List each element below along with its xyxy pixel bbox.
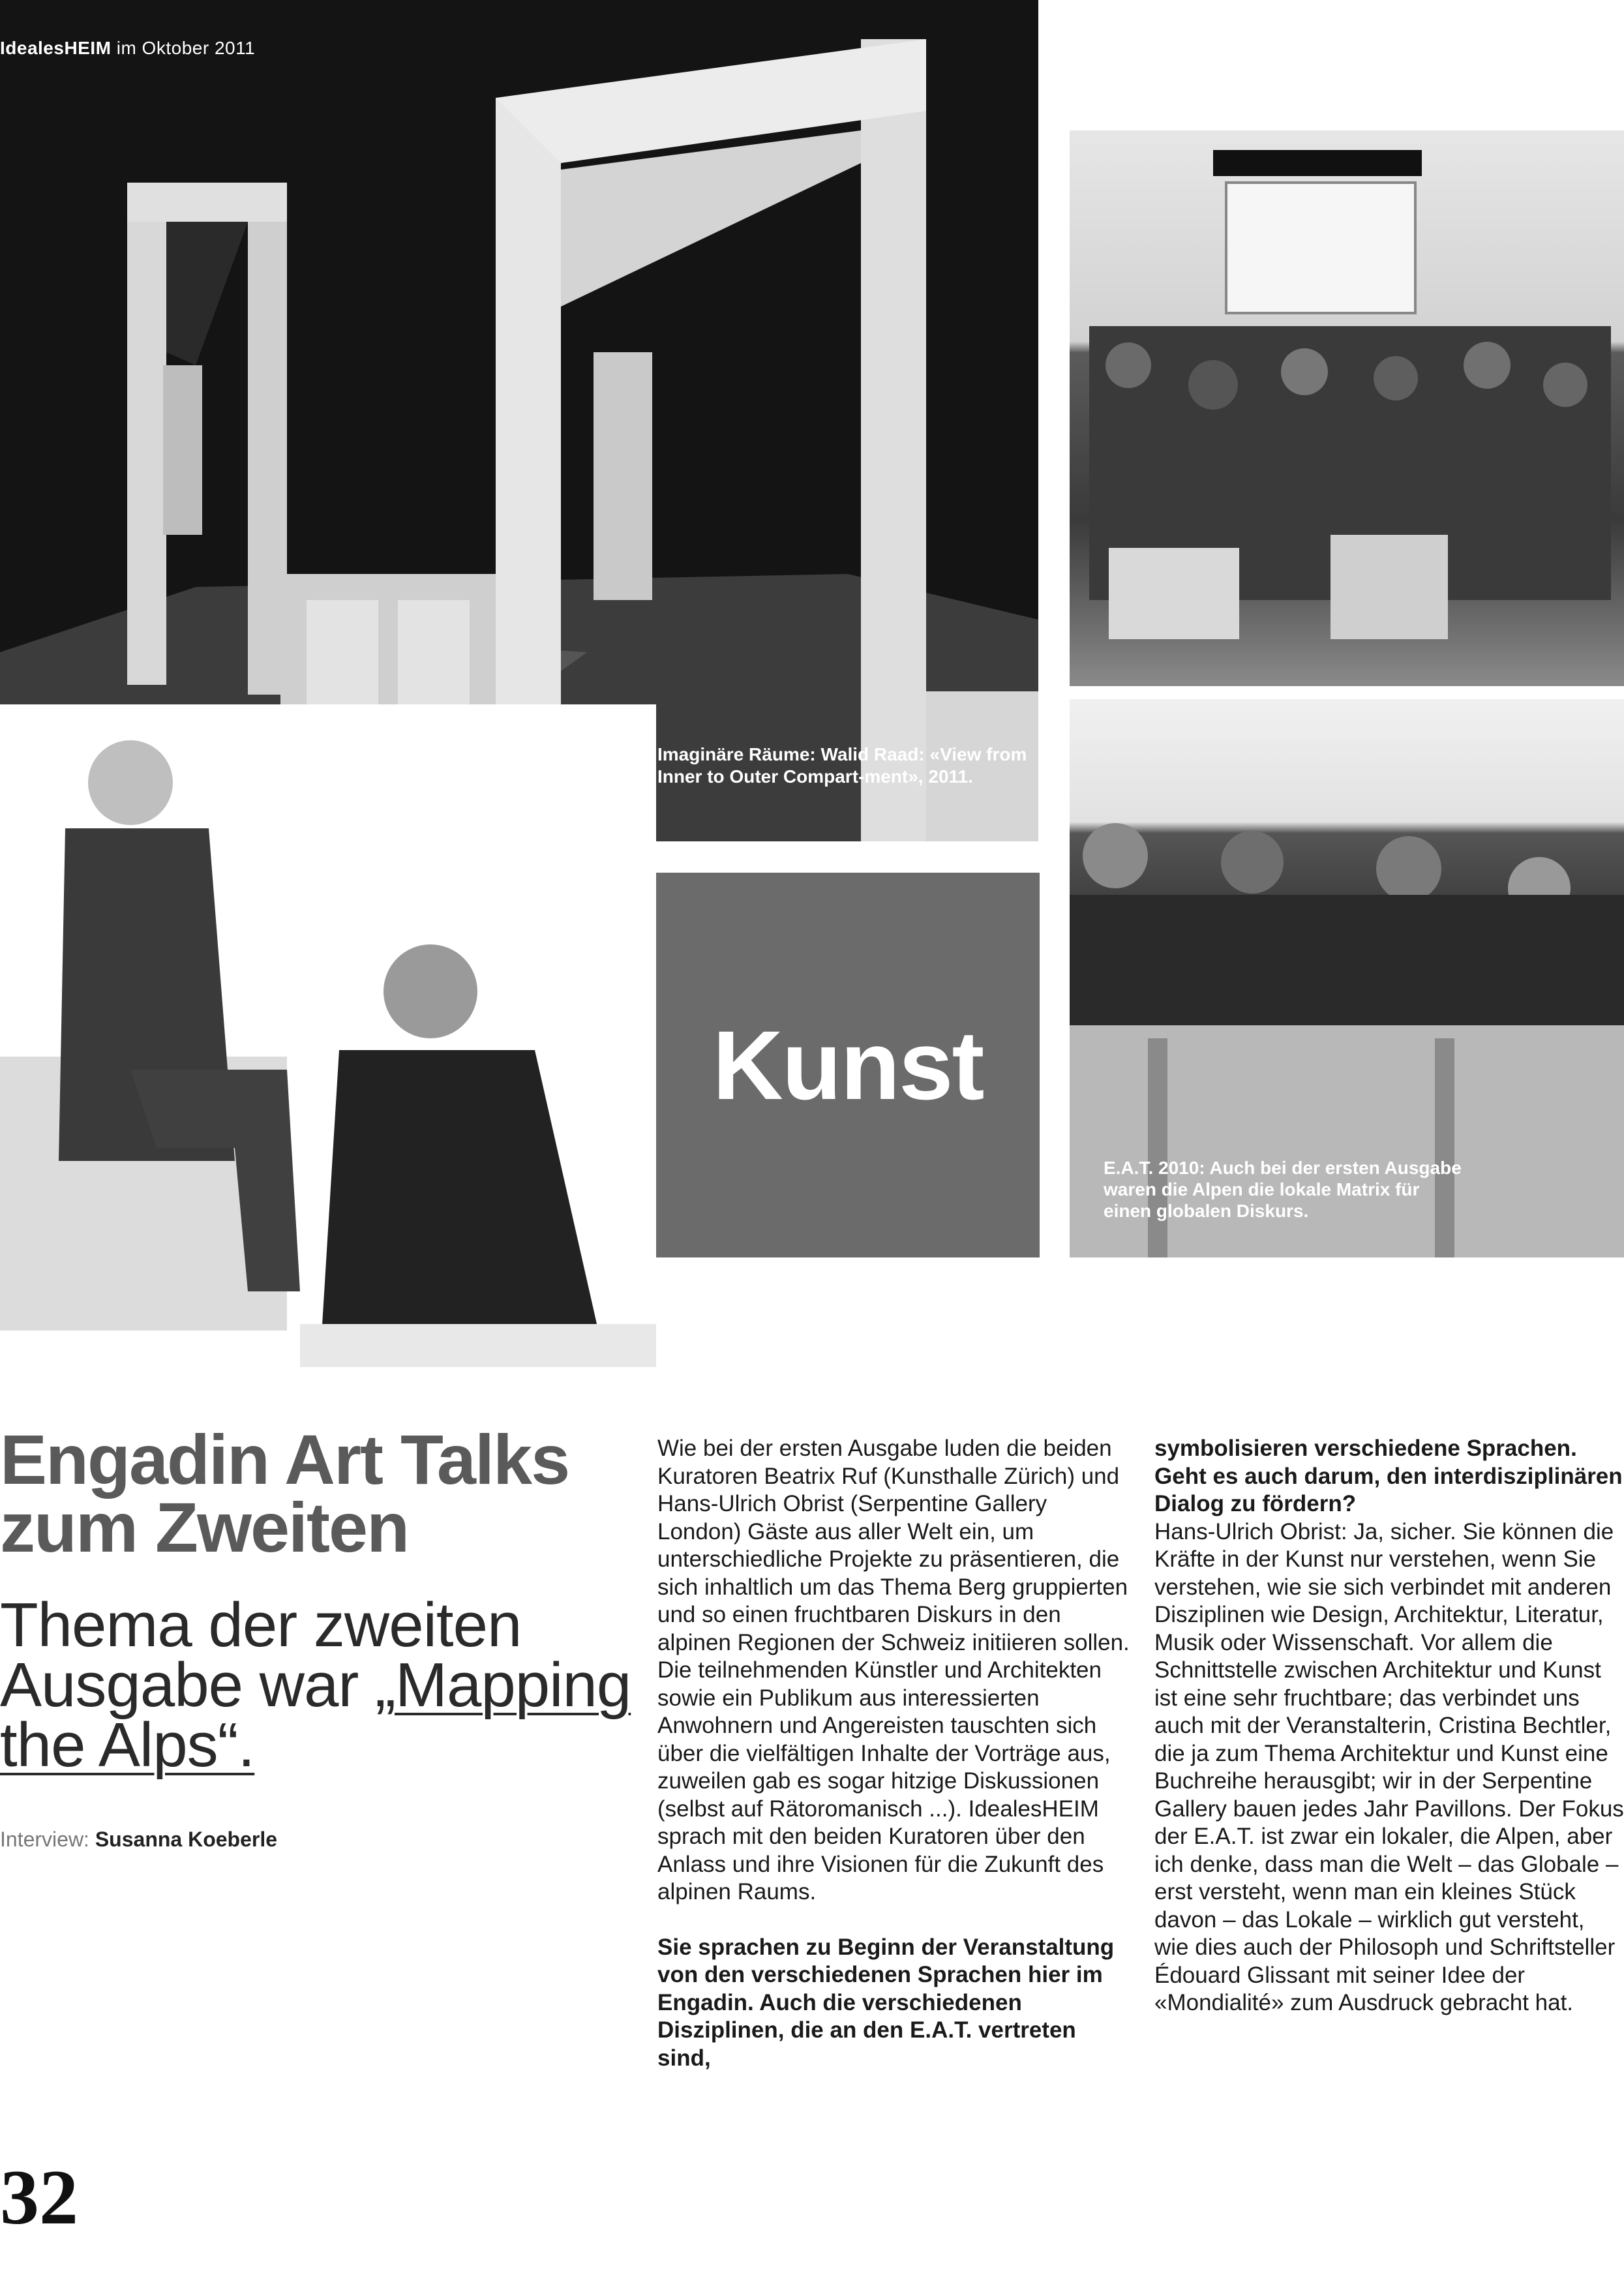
page-number: 32 — [0, 2154, 78, 2240]
issue-date: im Oktober 2011 — [116, 38, 256, 58]
byline — [0, 1828, 277, 1852]
portrait-illustration — [0, 704, 656, 1367]
subtitle-lead: Thema der zweiten Ausgabe war — [0, 1590, 522, 1720]
article-intro: Wie bei der ersten Ausgabe luden die beiden Kuratoren Beatrix Ruf (Kunsthalle Zürich) und Hans-Ulrich Obrist (Serpentine Gallery London) Gäste aus aller Welt ein, um unterschiedliche Projekte zu präsentieren, die sich inhaltlich um das Thema Berg gruppierten und so einen fruchtbaren Diskurs in den alpinen Regionen der Schweiz initiieren sollen. Die teilnehmenden Künstler und Architekten sowie ein Publikum aus interessierten Anwohnern und Angereisten tauschten sich über die vielfältigen Inhalte der Vorträge aus, zuweilen gab es sogar hitzige Diskussionen (selbst auf Rätoromanisch ...). IdealesHEIM sprach mit den beiden Kuratoren über den Anlass und ihre Visionen für die Zukunft des alpinen Raums. — [657, 1436, 1130, 1904]
subtitle-emphasis: „Mapping the Alps“. — [0, 1650, 631, 1780]
section-label-box — [656, 873, 1040, 1257]
article-column-2 — [1154, 1435, 1624, 2017]
panel-photo-caption: E.A.T. 2010: Auch bei der ersten Ausgabe waren die Alpen die lokale Matrix für einen globalen Diskurs. — [1104, 1158, 1462, 1221]
audience-illustration — [1070, 130, 1624, 686]
article-column-1 — [657, 1435, 1134, 2072]
interview-question: Sie sprachen zu Beginn der Veranstaltung von den verschiedenen Sprachen hier im Engadin. Auch die verschiedenen Disziplinen, die an den E.A.T. vertreten sind, — [657, 1934, 1115, 2071]
interview-answer: Hans-Ulrich Obrist: Ja, sicher. Sie können die Kräfte in der Kunst nur verstehen, wenn Sie verstehen, wie sie sich verbindet mit anderen Disziplinen wie Design, Architektur, Literatur, Musik oder Wissenschaft. Vor allem die Schnittstelle zwischen Architektur und Kunst ist eine sehr fruchtbare; das verbindet uns auch mit der Veranstalterin, Cristina Bechtler, die ja zum Thema Architektur und Kunst eine Buchreihe herausgibt; wir in der Serpentine Gallery bauen jedes Jahr Pavillons. Der Fokus der E.A.T. ist zwar ein lokaler, die Alpen, aber ich denke, dass man die Welt – das Globale – erst versteht, wenn man ein kleines Stück davon – das Lokale – wirklich gut versteht, wie dies auch der Philosoph und Schriftsteller Édouard Glissant mit seiner Idee der «Mondialité» zum Ausdruck gebracht hat. — [1154, 1518, 1624, 2015]
byline-author: Susanna Koeberle — [95, 1828, 278, 1851]
magazine-brand: IdealesHEIM — [0, 38, 112, 58]
audience-photo — [1070, 130, 1624, 686]
article-title: Engadin Art Talks zum Zweiten — [0, 1420, 569, 1567]
issue-header — [0, 38, 255, 59]
section-label: Kunst — [712, 1010, 984, 1120]
curators-portrait-photo — [0, 704, 656, 1367]
interview-question-continued: symbolisieren verschiedene Sprachen. Geht es auch darum, den interdisziplinären Dialog zu fördern? — [1154, 1436, 1623, 1516]
stage-photo-caption: Imaginäre Räume: Walid Raad: «View from Inner to Outer Compart-ment», 2011. — [657, 744, 1027, 787]
article-subtitle — [0, 1590, 639, 1780]
byline-label: Interview: — [0, 1828, 89, 1851]
